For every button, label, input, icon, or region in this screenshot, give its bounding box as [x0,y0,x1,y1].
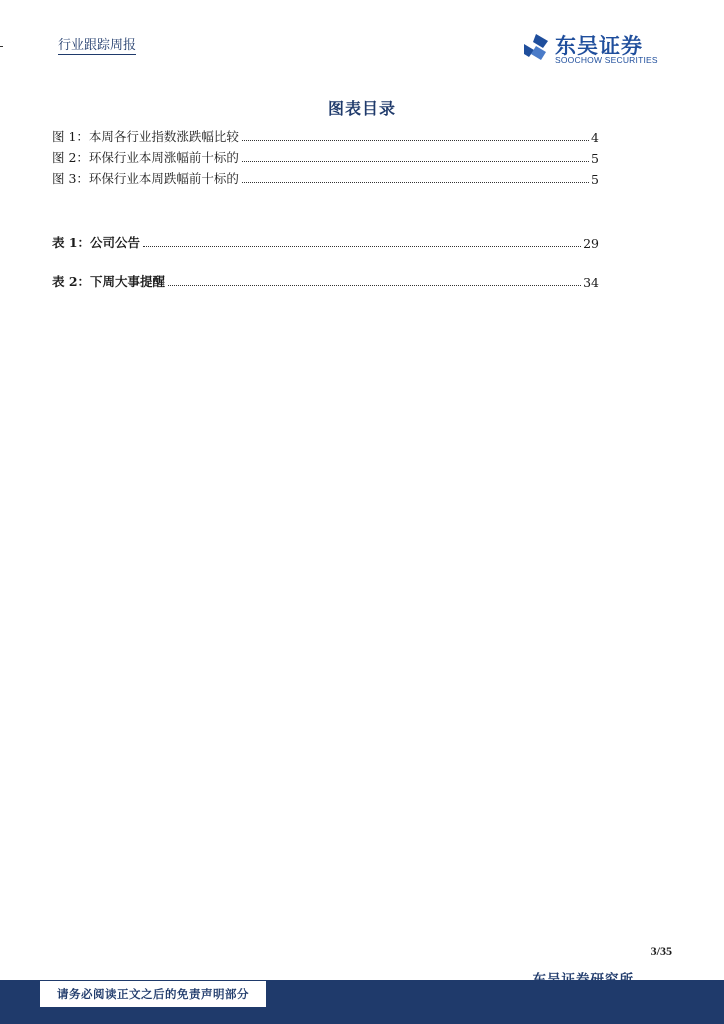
toc-entry-label: 图 3：环保行业本周跌幅前十标的 [52,171,239,186]
toc-entry-label: 表 1：公司公告 [52,235,141,250]
toc-entry-label: 图 2：环保行业本周涨幅前十标的 [52,150,239,165]
logo-chinese-name: 东吴证券 [555,34,643,58]
toc-title: 图表目录 [327,99,396,118]
logo-english-name: SOOCHOW SECURITIES [555,55,658,65]
toc-entry-label: 表 2：下周大事提醒 [52,274,166,289]
toc-entry-page: 34 [583,275,599,290]
figure-list [52,124,599,187]
toc-entry-figure-3[interactable] [52,166,599,187]
toc-leader-dots [168,285,581,286]
logo-mark-icon [521,32,551,62]
toc-entry-figure-1[interactable] [52,124,599,145]
toc-entry-page: 5 [591,172,599,187]
toc-entry-page: 4 [591,130,599,145]
toc-leader-dots [242,161,589,162]
toc-entry-label: 图 1：本周各行业指数涨跌幅比较 [52,129,239,144]
toc-leader-dots [242,182,589,183]
table-list [52,212,599,290]
toc-leader-dots [143,246,581,247]
toc-entry-page: 29 [583,236,599,251]
brand-logo [521,30,671,66]
edge-mark [0,46,3,47]
report-type-label: 行业跟踪周报 [58,34,136,55]
page-number: 3/35 [650,944,672,958]
disclaimer-note: 请务必阅读正文之后的免责声明部分 [40,981,266,1007]
toc-entry-figure-2[interactable] [52,145,599,166]
toc-entry-table-1[interactable] [52,212,599,251]
toc-entry-table-2[interactable] [52,251,599,290]
toc-entry-page: 5 [591,151,599,166]
toc-leader-dots [242,140,589,141]
